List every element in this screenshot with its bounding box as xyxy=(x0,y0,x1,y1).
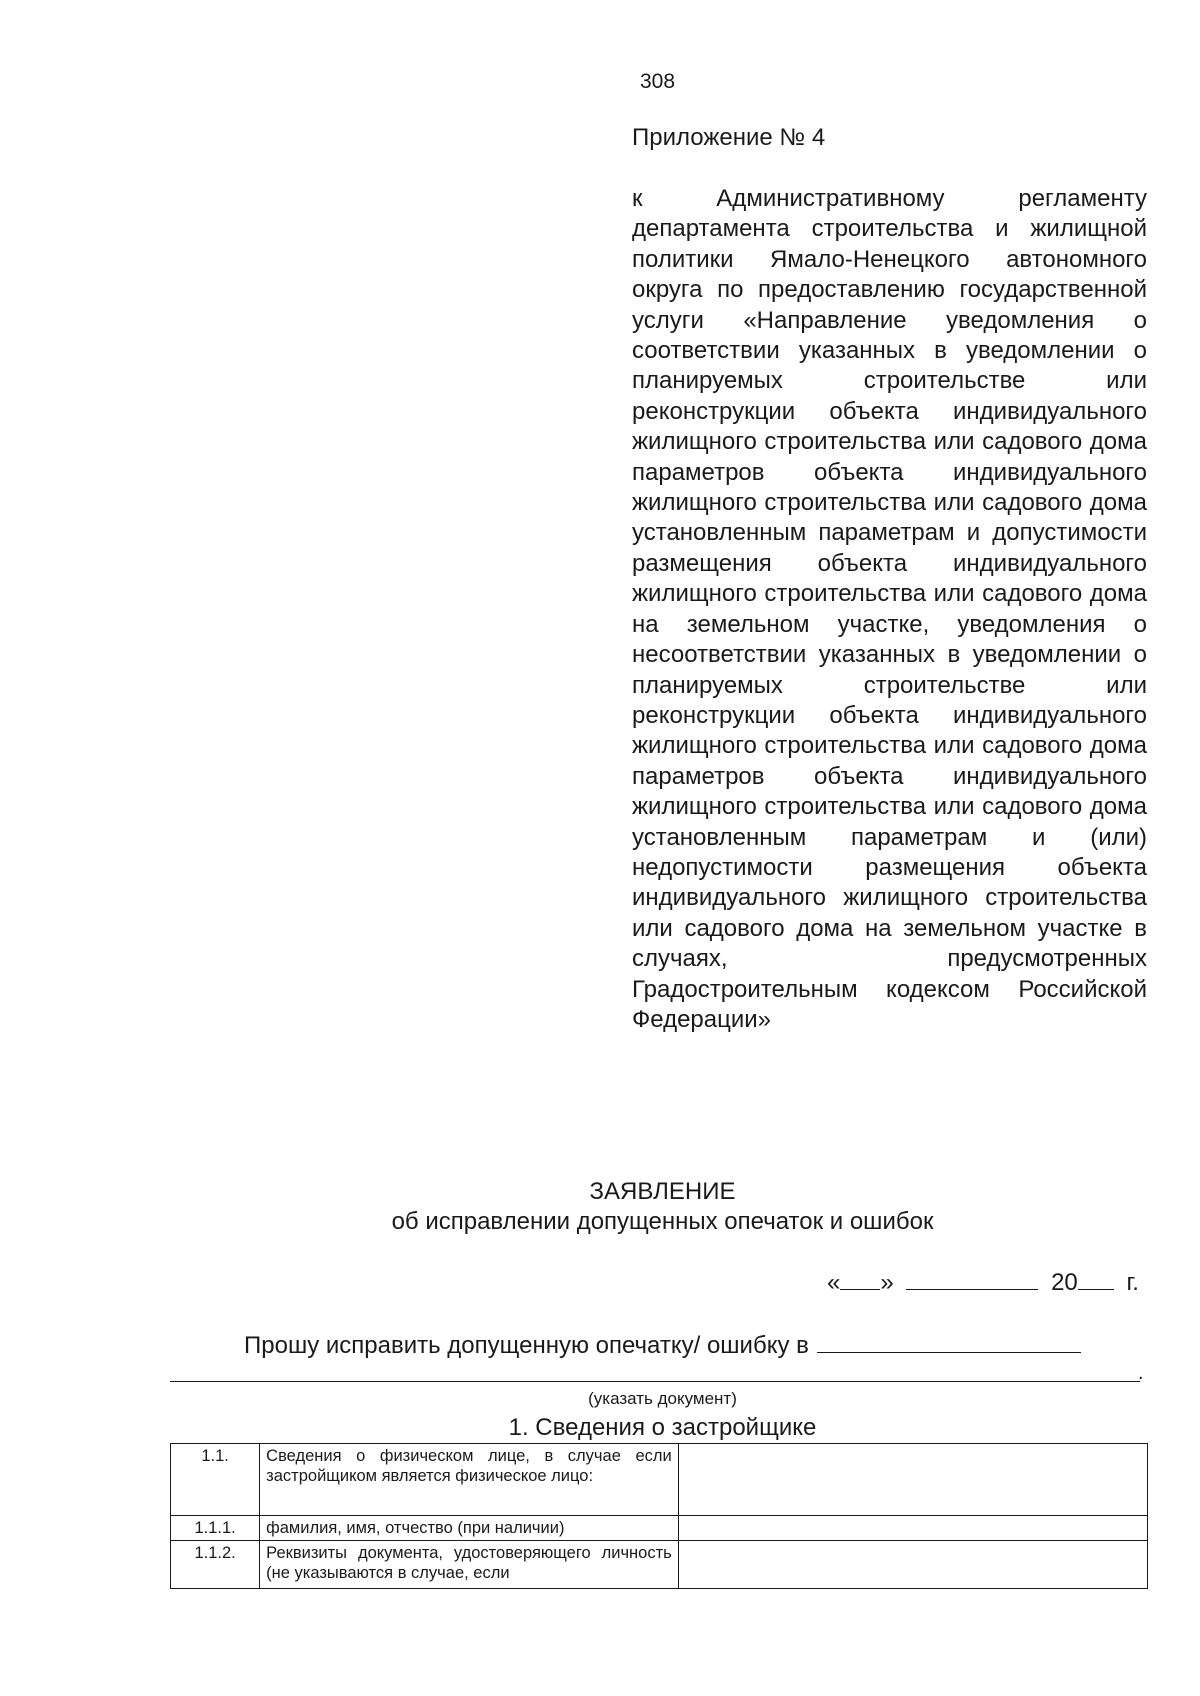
table-row xyxy=(171,1541,1148,1589)
date-line xyxy=(827,1267,1139,1297)
appendix-title: Приложение № 4 xyxy=(632,124,826,151)
date-open-quote: « xyxy=(827,1269,841,1296)
date-close-quote: » xyxy=(880,1269,894,1296)
request-line xyxy=(244,1330,1081,1360)
document-heading xyxy=(0,1177,1200,1237)
row-value-field[interactable] xyxy=(678,1541,1147,1589)
document-blank[interactable] xyxy=(817,1330,1081,1353)
year-blank[interactable] xyxy=(1078,1267,1114,1290)
continuation-end-mark: . xyxy=(1138,1362,1144,1384)
row-value-field[interactable] xyxy=(678,1444,1147,1516)
document-title: ЗАЯВЛЕНИЕ xyxy=(589,1178,736,1205)
day-blank[interactable] xyxy=(840,1267,880,1290)
year-suffix: г. xyxy=(1126,1269,1139,1296)
row-number: 1.1. xyxy=(171,1444,260,1516)
document-subtitle: об исправлении допущенных опечаток и ошибок xyxy=(391,1208,934,1235)
appendix-body: к Административному регламенту департамента строительства и жилищной политики Ямало-Ненецкого автономного округа по предоставлению государственной услуги «Направление уведомления о соответствии указанных в уведомлении о планируемых строительстве или реконструкции объекта индивидуального жилищного строительства или садового дома параметров объекта индивидуального жилищного строительства или садового дома установленным параметрам и допустимости размещения объекта индивидуального жилищного строительства или садового дома на земельном участке, уведомления о несоответствии указанных в уведомлении о планируемых строительстве или реконструкции объекта индивидуального жилищного строительства или садового дома параметров объекта индивидуального жилищного строительства или садового дома установленным параметрам и (или) недопустимости размещения объекта индивидуального жилищного строительства или садового дома на земельном участке в случаях, предусмотренных Градостроительным кодексом Российской Федерации» xyxy=(632,185,1147,1033)
table-row xyxy=(171,1516,1148,1541)
table-row xyxy=(171,1444,1148,1516)
month-blank[interactable] xyxy=(906,1267,1038,1290)
row-number: 1.1.1. xyxy=(171,1516,260,1541)
developer-info-table xyxy=(170,1443,1148,1589)
row-number: 1.1.2. xyxy=(171,1541,260,1589)
continuation-rule[interactable] xyxy=(170,1381,1140,1382)
page-number: 308 xyxy=(640,70,676,93)
section-title: 1. Сведения о застройщике xyxy=(508,1414,817,1441)
row-label: фамилия, имя, отчество (при наличии) xyxy=(260,1516,679,1541)
row-label: Реквизиты документа, удостоверяющего личность (не указываются в случае, если xyxy=(260,1541,679,1589)
row-value-field[interactable] xyxy=(678,1516,1147,1541)
row-label: Сведения о физическом лице, в случае если застройщиком является физическое лицо: xyxy=(260,1444,679,1516)
document-hint: (указать документ) xyxy=(588,1389,737,1408)
request-text: Прошу исправить допущенную опечатку/ ошибку в xyxy=(244,1332,809,1359)
year-prefix: 20 xyxy=(1051,1269,1078,1296)
